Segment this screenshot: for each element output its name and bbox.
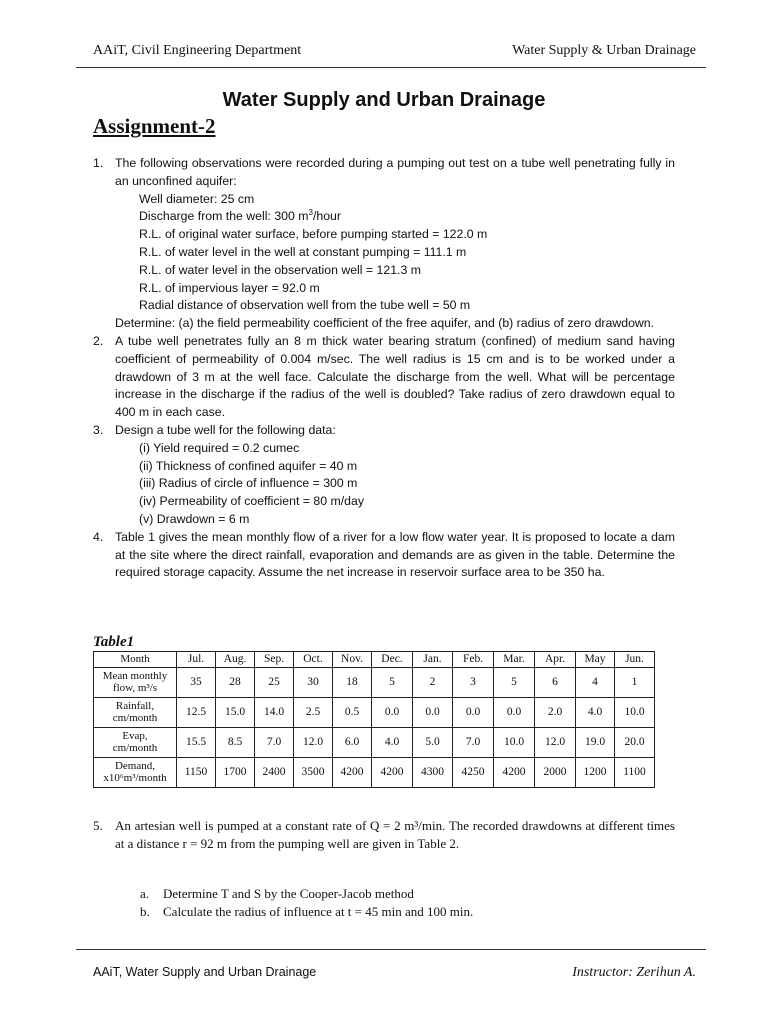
question-3-text: Design a tube well for the following data:: [115, 422, 336, 437]
question-1: [93, 155, 675, 333]
table-cell: 3: [453, 668, 494, 698]
table-cell: 7.0: [453, 728, 494, 758]
table-header-cell: May: [576, 652, 615, 668]
table-cell: 15.5: [177, 728, 216, 758]
table-row-flow: [94, 668, 655, 698]
table-cell: 2.5: [294, 698, 333, 728]
table-cell: 0.0: [453, 698, 494, 728]
document-title: Water Supply and Urban Drainage: [222, 89, 546, 111]
table-header-cell: Apr.: [535, 652, 576, 668]
table-header-cell: Nov.: [333, 652, 372, 668]
table-cell: 4: [576, 668, 615, 698]
row-label: Evap, cm/month: [94, 728, 177, 758]
header-course: Water Supply & Urban Drainage: [512, 43, 696, 58]
table-cell: 4200: [372, 758, 413, 788]
question-5: [93, 817, 675, 852]
table-header-cell: Dec.: [372, 652, 413, 668]
table-cell: 2000: [535, 758, 576, 788]
rl-well: R.L. of water level in the well at constant pumping = 111.1 m: [139, 244, 467, 259]
table-cell: 4200: [333, 758, 372, 788]
table-header-cell: Jul.: [177, 652, 216, 668]
radial-distance: Radial distance of observation well from the tube well = 50 m: [139, 298, 471, 313]
table-cell: 8.5: [216, 728, 255, 758]
table-header-cell: Jan.: [413, 652, 453, 668]
question-2-text: A tube well penetrates fully an 8 m thick water bearing stratum (confined) of medium sand having coefficient of permeability of 0.004 m/sec. The well radius is 15 cm and is to be worked under a drawdown of 3 m at the well face. Calculate the discharge from the well. What will be percentage increase in the discharge if the radius of the well is doubled? Take radius of zero drawdown equal to 400 m in each case.: [115, 333, 675, 420]
table-header-row: [94, 652, 655, 668]
table-cell: 15.0: [216, 698, 255, 728]
question-1-determine: Determine: (a) the field permeability coefficient of the free aquifer, and (b) radius of zero drawdown.: [115, 316, 655, 331]
table-cell: 0.0: [372, 698, 413, 728]
table-row-rainfall: [94, 698, 655, 728]
question-3: [93, 422, 675, 529]
table-header-cell: Jun.: [615, 652, 655, 668]
header-divider: [76, 67, 706, 68]
table-cell: 1200: [576, 758, 615, 788]
footer-course: AAiT, Water Supply and Urban Drainage: [93, 965, 317, 979]
row-label: Demand, x10⁶m³/month: [94, 758, 177, 788]
footer-instructor: Instructor: Zerihun A.: [572, 965, 696, 980]
table-cell: 2: [413, 668, 453, 698]
table-cell: 12.0: [294, 728, 333, 758]
table-cell: 1100: [615, 758, 655, 788]
question-number: 2.: [93, 333, 104, 348]
table-cell: 3500: [294, 758, 333, 788]
design-item: (v) Drawdown = 6 m: [139, 511, 250, 526]
table-cell: 1150: [177, 758, 216, 788]
rl-original: R.L. of original water surface, before pumping started = 122.0 m: [139, 227, 488, 242]
header-department: AAiT, Civil Engineering Department: [93, 43, 302, 58]
table-cell: 35: [177, 668, 216, 698]
table-header-cell: Aug.: [216, 652, 255, 668]
table-cell: 5: [372, 668, 413, 698]
question-5a: a. Determine T and S by the Cooper-Jacob method: [140, 886, 414, 901]
table-cell: 14.0: [255, 698, 294, 728]
row-label: Rainfall, cm/month: [94, 698, 177, 728]
assignment-heading: Assignment-2: [93, 114, 216, 138]
design-item: (i) Yield required = 0.2 cumec: [139, 440, 300, 455]
table-cell: 4200: [494, 758, 535, 788]
table-caption: Table1: [93, 634, 135, 650]
table-cell: 28: [216, 668, 255, 698]
table-1: [93, 651, 655, 788]
table-cell: 7.0: [255, 728, 294, 758]
rl-impervious: R.L. of impervious layer = 92.0 m: [139, 280, 320, 295]
table-cell: 0.0: [494, 698, 535, 728]
question-number: 4.: [93, 529, 104, 544]
table-header-cell: Feb.: [453, 652, 494, 668]
table-header-cell: Oct.: [294, 652, 333, 668]
row-label: Mean monthly flow, m³/s: [94, 668, 177, 698]
question-4: [93, 529, 675, 582]
question-number: 3.: [93, 422, 104, 437]
table-cell: 6: [535, 668, 576, 698]
design-item: (iii) Radius of circle of influence = 300 m: [139, 476, 358, 491]
table-cell: 4300: [413, 758, 453, 788]
table-cell: 19.0: [576, 728, 615, 758]
table-cell: 4.0: [372, 728, 413, 758]
table-cell: 12.0: [535, 728, 576, 758]
question-4-text: Table 1 gives the mean monthly flow of a river for a low flow water year. It is proposed to locate a dam at the site where the direct rainfall, evaporation and demands are as given in the table. Determine the required storage capacity. Assume the net increase in reservoir surface area to be 350 ha.: [115, 529, 675, 580]
table-header-cell: Mar.: [494, 652, 535, 668]
table-cell: 0.5: [333, 698, 372, 728]
table-cell: 6.0: [333, 728, 372, 758]
table-cell: 5: [494, 668, 535, 698]
question-1-intro: The following observations were recorded during a pumping out test on a tube well penetrating fully in an unconfined aquifer:: [115, 156, 675, 188]
table-cell: 18: [333, 668, 372, 698]
table-cell: 0.0: [413, 698, 453, 728]
questions-1-4: [93, 155, 675, 582]
question-number: 1.: [93, 156, 104, 170]
design-item: (ii) Thickness of confined aquifer = 40 m: [139, 458, 358, 473]
question-5b: b. Calculate the radius of influence at t = 45 min and 100 min.: [140, 904, 474, 919]
table-row-evaporation: [94, 728, 655, 758]
table-row-demand: [94, 758, 655, 788]
table-cell: 10.0: [494, 728, 535, 758]
table-cell: 2400: [255, 758, 294, 788]
table-cell: 30: [294, 668, 333, 698]
discharge-line: Discharge from the well: 300 $m^3$/hour: [139, 208, 341, 224]
question-2: [93, 333, 675, 422]
design-item: (iv) Permeability of coefficient = 80 m/day: [139, 494, 364, 509]
table-cell: 1: [615, 668, 655, 698]
rl-observation: R.L. of water level in the observation well = 121.3 m: [139, 262, 421, 277]
table-cell: 4.0: [576, 698, 615, 728]
table-cell: 20.0: [615, 728, 655, 758]
table-cell: 1700: [216, 758, 255, 788]
table-cell: 12.5: [177, 698, 216, 728]
well-diameter: Well diameter: 25 cm: [139, 191, 255, 206]
table-header-cell: Month: [94, 652, 177, 668]
table-cell: 2.0: [535, 698, 576, 728]
table-header-cell: Sep.: [255, 652, 294, 668]
table-cell: 10.0: [615, 698, 655, 728]
question-5-text: An artesian well is pumped at a constant rate of Q = 2 m³/min. The recorded drawdowns at different times at a distance r = 92 m from the pumping well are given in Table 2.: [115, 818, 675, 851]
table-cell: 5.0: [413, 728, 453, 758]
table-cell: 25: [255, 668, 294, 698]
footer-divider: [76, 949, 706, 950]
table-cell: 4250: [453, 758, 494, 788]
question-number: 5.: [93, 818, 103, 833]
